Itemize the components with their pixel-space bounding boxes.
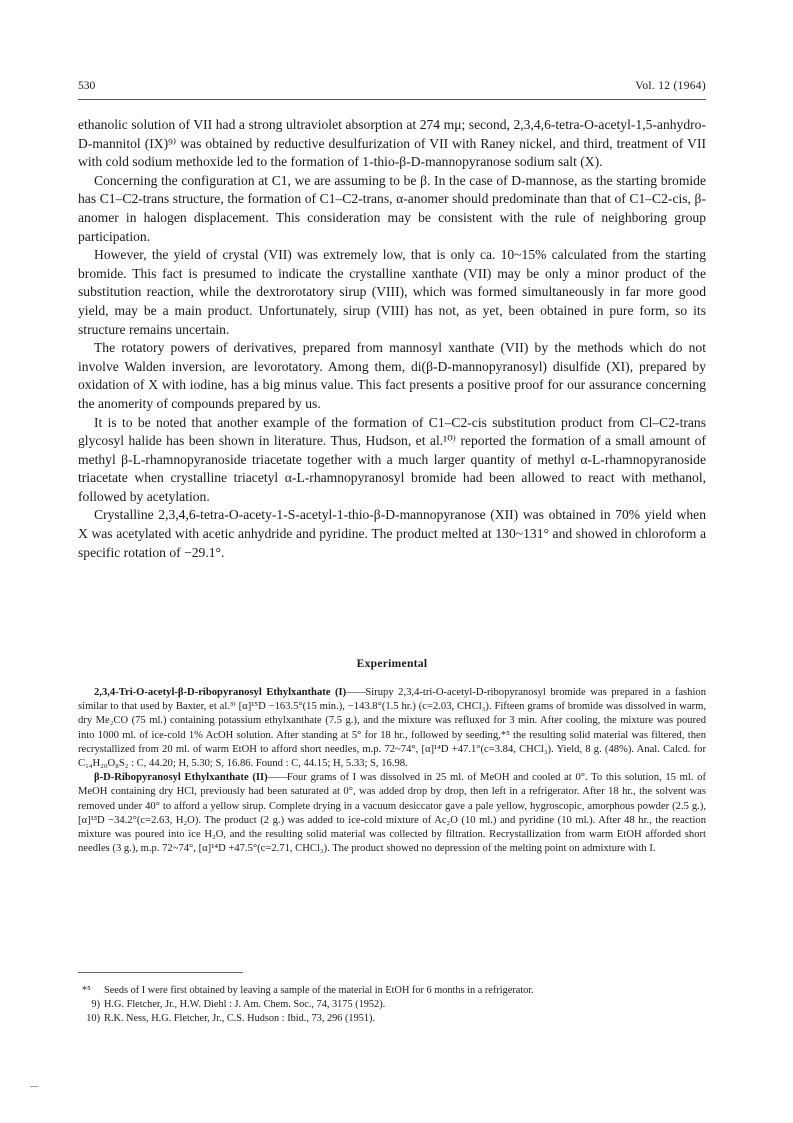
footnote-mark: *⁵ [82,985,91,996]
footnote [78,984,706,998]
footnotes [78,984,706,1027]
experimental-entry-1 [78,686,706,771]
header-rule [78,99,706,100]
em-dash: —— [267,772,287,784]
experimental-text-2: Four grams of I was dissolved in 25 ml. of MeOH and cooled at 0°. To this solution, 15 ml. of MeOH containing dry HCl, previously had been saturated at 0°, was added drop by drop, then left in a refrigerator. After 18 hr., the solvent was removed under 40° to afford a yellow sirup. Complete drying in a vacuum desiccator gave a pale yellow, hygroscopic, amorphous powder (2.5 g.), [α]¹³D −34.2°(c=2.63, H₂O). The product (2 g.) was added to ice-cold mixture of Ac₂O (10 ml.) and pyridine (10 ml.). After 48 hr., the reaction mixture was poured into ice H₂O, and the resulting solid material was collected by filtration. Recrystallization from warm EtOH afforded short needles (3 g.), m.p. 72~74°, [α]¹⁴D +47.5°(c=2.71, CHCl₃). The product showed no depression of the melting point on admixture with I. [78,772,706,855]
footnote-text: H.G. Fletcher, Jr., H.W. Diehl : J. Am. Chem. Soc., 74, 3175 (1952). [104,999,386,1011]
footnote-mark: 10) [86,1013,100,1025]
experimental-section [78,686,706,856]
compound-title-2: β-D-Ribopyranosyl Ethylxanthate (II) [94,772,268,784]
section-heading-experimental: Experimental [356,658,428,670]
running-header [78,80,706,98]
footnote [78,998,706,1012]
footnote-rule [78,972,243,973]
footnote-text: R.K. Ness, H.G. Fletcher, Jr., C.S. Hudson : Ibid., 73, 296 (1951). [104,1013,376,1025]
margin-mark [30,1086,38,1087]
compound-title-1: 2,3,4-Tri-O-acetyl-β-D-ribopyranosyl Ethylxanthate (I) [94,687,347,698]
paragraph-5: It is to be noted that another example of the formation of C1–C2-cis substitution product from Cl–C2-trans glycosyl halide has been shown in literature. Thus, Hudson, et al.¹⁰⁾ reported the formation of a small amount of methyl β-L-rhamnopyranoside triacetate together with a much larger quantity of methyl α-L-rhamnopyranoside triacetate when crystalline triacetyl α-L-rhamnopyranosyl bromide had been allowed to react with methanol, followed by acetylation. [78,414,706,504]
footnote-mark: 9) [91,999,100,1011]
footnote-text: Seeds of I were first obtained by leaving a sample of the material in EtOH for 6 months in a refrigerator. [104,985,534,996]
main-text [78,116,706,562]
paragraph-4: The rotatory powers of derivatives, prepared from mannosyl xanthate (VII) by the methods which do not involve Walden inversion, are levorotatory. Among them, di(β-D-mannopyranosyl) disulfide (XI), prepared by oxidation of X with iodine, has a big minus value. This fact presents a positive proof for our assurance concerning the anomerity of compounds prepared by us. [78,340,706,411]
experimental-entry-2 [78,771,706,856]
footnote [78,1012,706,1026]
page-number: 530 [78,80,96,92]
paragraph-6: Crystalline 2,3,4,6-tetra-O-acety-1-S-acetyl-1-thio-β-D-mannopyranose (XII) was obtained in 70% yield when X was acetylated with acetic anhydride and pyridine. The product melted at 130~131° and showed in chloroform a specific rotation of −29.1°. [78,507,706,560]
volume-label: Vol. 12 (1964) [635,80,706,92]
em-dash: —— [346,687,366,698]
experimental-text-1: Sirupy 2,3,4-tri-O-acetyl-D-ribopyranosyl bromide was prepared in a fashion similar to that used by Baxter, et al.³⁾ [α]¹⁵D −163.5°(15 min.), −143.8°(1.5 hr.) (c=2.03, CHCl₃). Fifteen grams of bromide was dissolved in warm, dry Me₂CO (75 ml.) containing potassium ethylxanthate (7.5 g.), and the mixture was refluxed for 3 min. After cooling, the mixture was poured into 1000 ml. of ice-cold 1% AcOH solution. After standing at 5° for 18 hr., followed by seeding,*⁵ the resulting solid material was filtered, then recrystallized from 20 ml. of warm EtOH to afford short needles, m.p. 72~74°, [α]¹⁴D +47.1°(c=3.84, CHCl₃). Yield, 8 g. (48%). Anal. Calcd. for C₁₄H₂₀O₈S₂ : C, 44.20; H, 5.30; S, 16.86. Found : C, 44.15; H, 5.33; S, 16.98. [78,687,706,770]
paragraph-3: However, the yield of crystal (VII) was extremely low, that is only ca. 10~15% calculated from the starting bromide. This fact is presumed to indicate the crystalline xanthate (VII) may be only a minor product of the substitution reaction, while the dextrorotatory sirup (VIII), which was formed simultaneously in far more good yield, may be a main product. Unfortunately, sirup (VIII) has not, as yet, been obtained in pure form, so its structure remains uncertain. [78,247,706,337]
paragraph-1: ethanolic solution of VII had a strong ultraviolet absorption at 274 mμ; second, 2,3,4,6-tetra-O-acetyl-1,5-anhydro-D-mannitol (IX)⁹⁾ was obtained by reductive desulfurization of VII with Raney nickel, and third, treatment of VII with cold sodium methoxide led to the formation of 1-thio-β-D-mannopyranose sodium salt (X). [78,117,706,170]
paragraph-2: Concerning the configuration at C1, we are assuming to be β. In the case of D-mannose, as the starting bromide has C1–C2-trans structure, the formation of C1–C2-trans, α-anomer should predominate than that of C1–C2-cis, β-anomer in halogen displacement. This consideration may be consistent with the rule of neighboring group participation. [78,172,706,244]
